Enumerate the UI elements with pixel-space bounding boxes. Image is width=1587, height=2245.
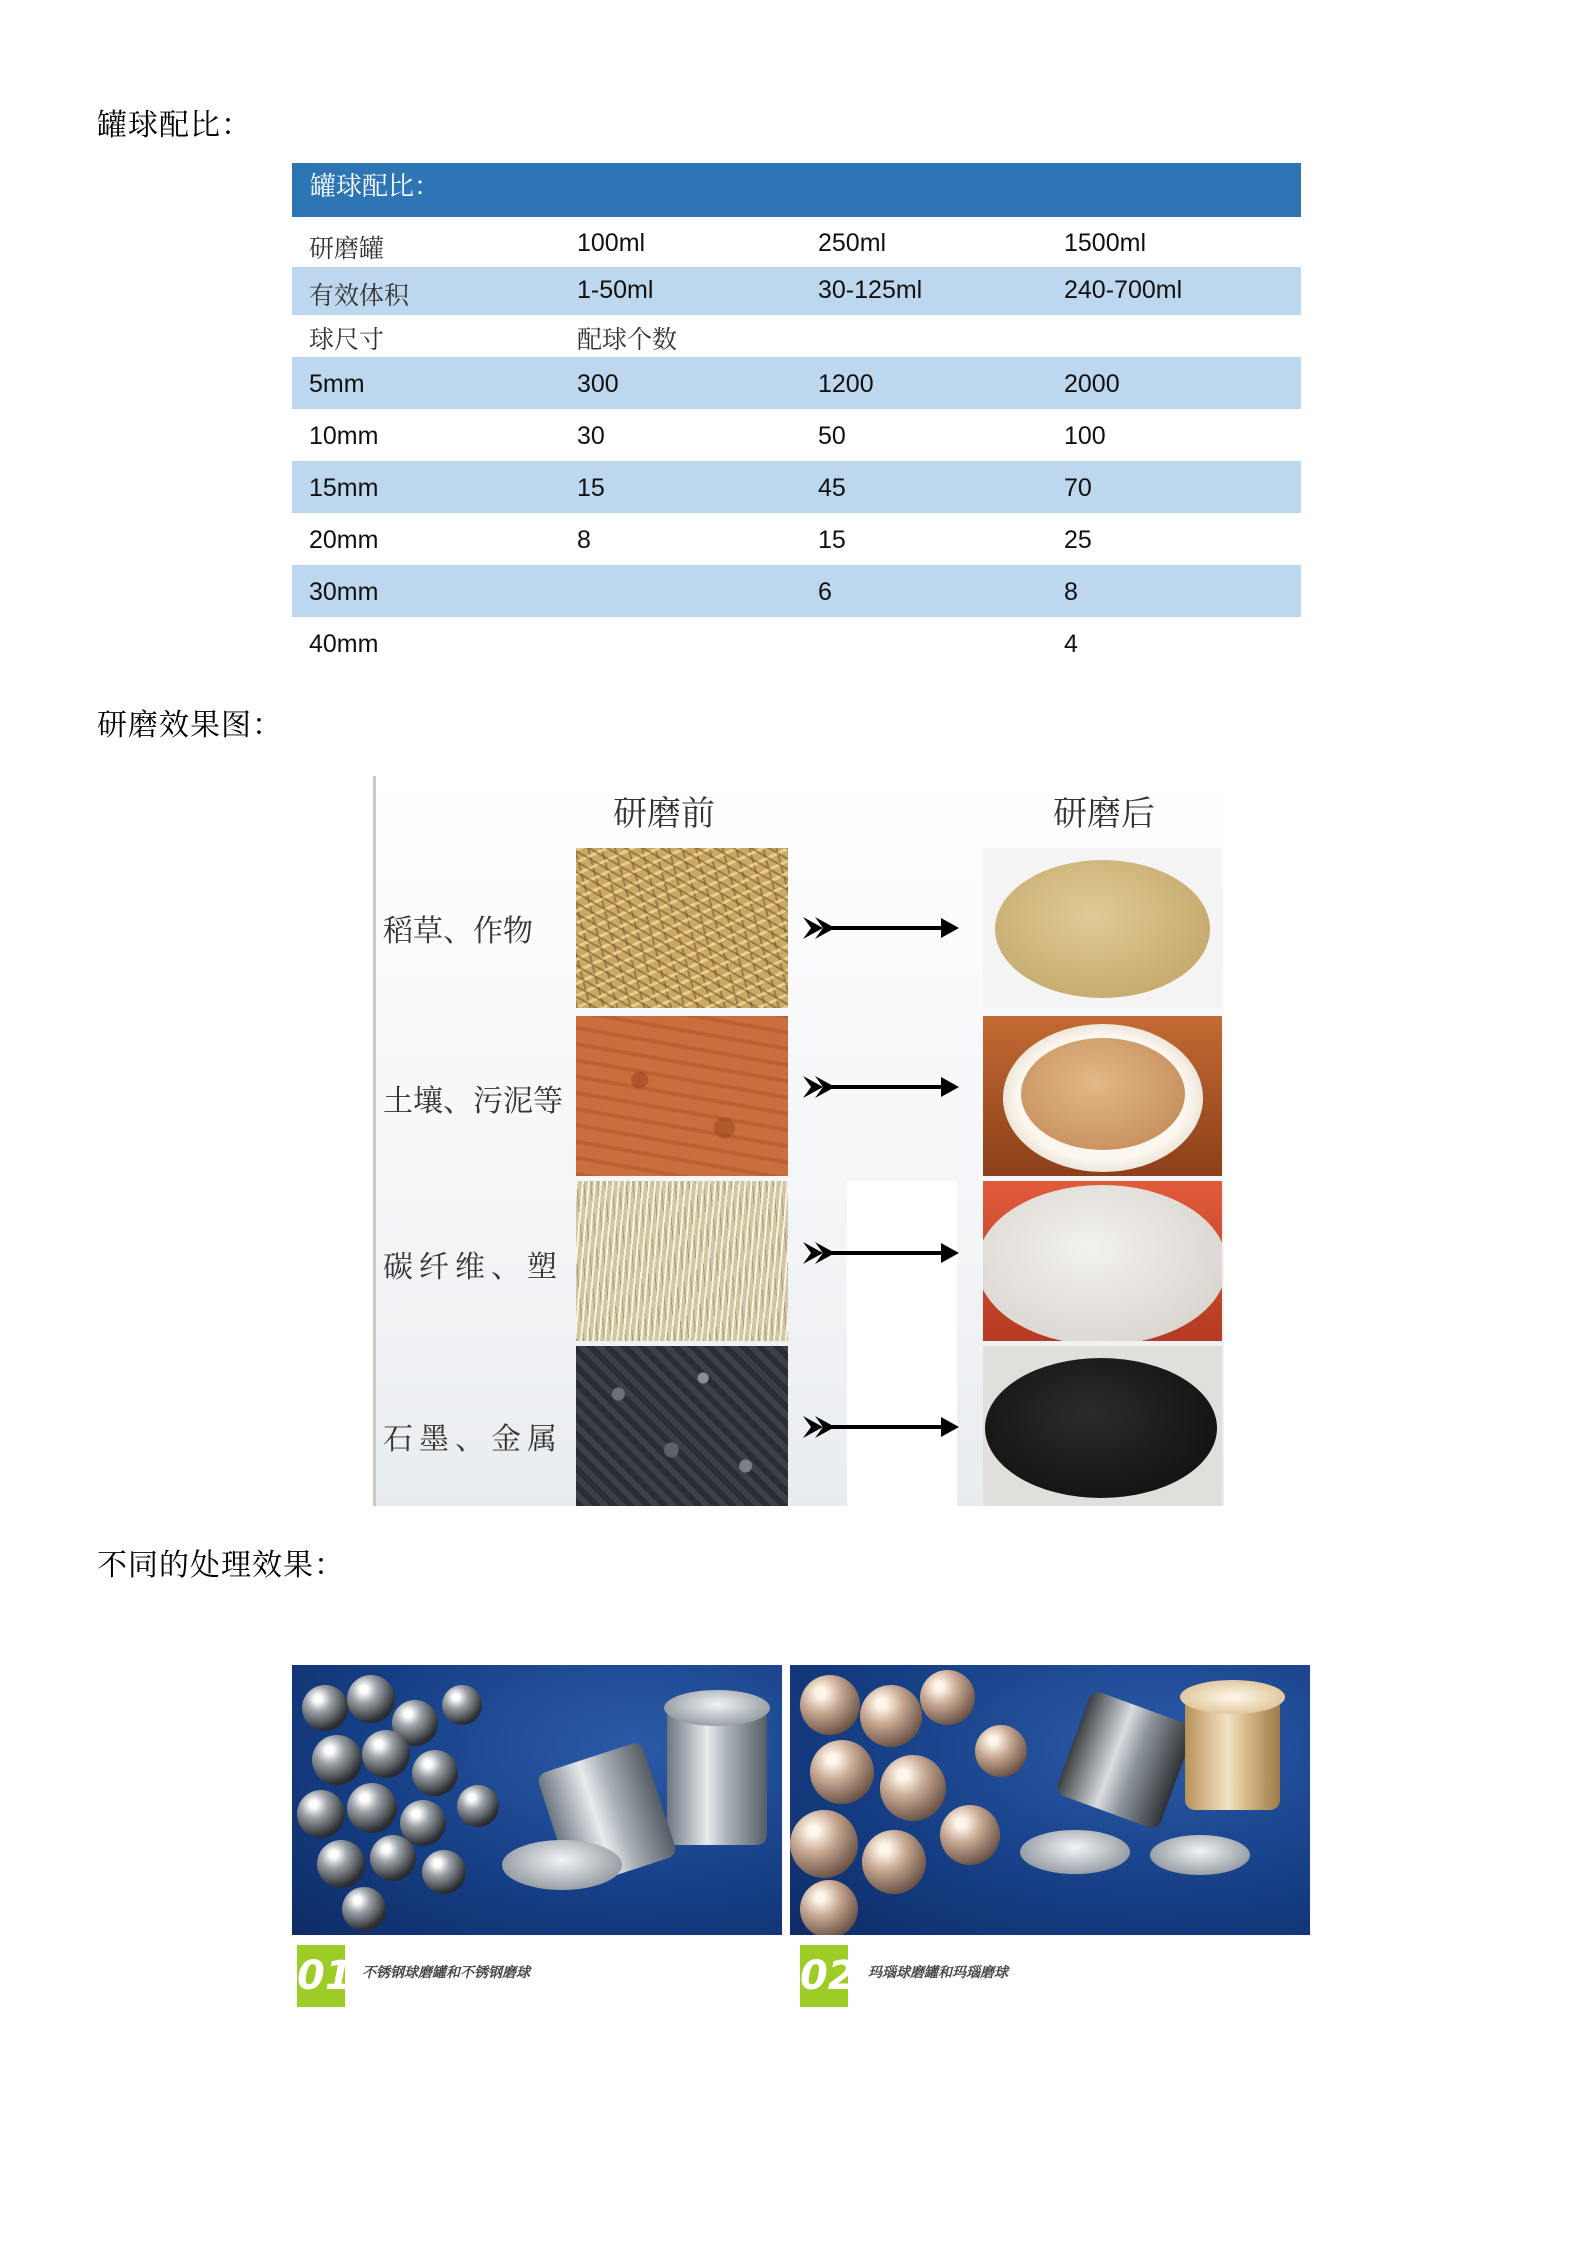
graphite-image (576, 1346, 788, 1506)
table-row (292, 565, 1301, 617)
material-label: 碳纤维、塑 (383, 1250, 563, 1285)
table-cell: 1500ml (1064, 229, 1146, 257)
number-badge-02: 02 (800, 1945, 848, 2007)
soil-powder-bowl-image (983, 1016, 1222, 1176)
table-cell: 25 (1064, 526, 1092, 554)
table-cell: 45 (818, 474, 846, 502)
table-cell: 20mm (309, 526, 379, 554)
tan-powder-image (983, 848, 1222, 1008)
table-cell: 8 (1064, 578, 1078, 606)
ratio-table (292, 163, 1301, 669)
after-title: 研磨后 (1053, 794, 1155, 834)
white-strip (847, 1181, 957, 1506)
table-row (292, 217, 1301, 267)
ratio-heading: 罐球配比： (97, 108, 252, 143)
straw-image (576, 848, 788, 1008)
processing-heading: 不同的处理效果： (97, 1548, 345, 1583)
table-cell: 30 (577, 422, 605, 450)
table-row (292, 409, 1301, 461)
caption-01: 不锈钢球磨罐和不锈钢磨球 (362, 1965, 530, 1981)
material-label: 石墨、金属 (383, 1422, 563, 1457)
fibers-image (576, 1181, 788, 1341)
table-cell: 40mm (309, 630, 379, 658)
table-row (292, 513, 1301, 565)
table-cell: 30mm (309, 578, 379, 606)
white-powder-image (983, 1181, 1222, 1341)
table-cell: 1-50ml (577, 276, 654, 304)
stainless-steel-panel (292, 1665, 782, 1935)
table-cell: 100 (1064, 422, 1106, 450)
table-cell: 50 (818, 422, 846, 450)
before-title: 研磨前 (613, 794, 715, 834)
table-cell: 6 (818, 578, 832, 606)
table-cell: 2000 (1064, 370, 1120, 398)
table-cell: 8 (577, 526, 591, 554)
table-cell: 250ml (818, 229, 887, 257)
table-row (292, 357, 1301, 409)
table-cell: 10mm (309, 422, 379, 450)
number-badge-01: 01 (297, 1945, 345, 2007)
arrow-icon (801, 1412, 961, 1442)
table-cell: 5mm (309, 370, 365, 398)
effect-heading: 研磨效果图： (97, 708, 283, 743)
table-cell: 1200 (818, 370, 874, 398)
table-cell: 研磨罐 (309, 234, 385, 263)
table-cell: 15 (577, 474, 605, 502)
grinding-effect-figure (373, 776, 1224, 1506)
agate-panel (790, 1665, 1310, 1935)
black-powder-image (983, 1346, 1222, 1506)
arrow-icon (801, 913, 961, 943)
table-cell: 球尺寸 (309, 325, 385, 354)
figure-divider (373, 776, 376, 1506)
table-cell: 配球个数 (577, 325, 678, 354)
table-header: 罐球配比： (292, 163, 1301, 217)
table-row (292, 315, 1301, 357)
table-cell: 15mm (309, 474, 379, 502)
table-cell: 300 (577, 370, 619, 398)
table-row (292, 461, 1301, 513)
red-soil-image (576, 1016, 788, 1176)
table-row (292, 617, 1301, 669)
table-row (292, 267, 1301, 315)
table-cell: 有效体积 (309, 281, 410, 310)
arrow-icon (801, 1072, 961, 1102)
caption-02: 玛瑙球磨罐和玛瑙磨球 (868, 1965, 1008, 1981)
material-label: 稻草、作物 (383, 914, 533, 949)
table-cell: 100ml (577, 229, 646, 257)
material-label: 土壤、污泥等 (383, 1084, 563, 1119)
table-cell: 15 (818, 526, 846, 554)
table-cell: 30-125ml (818, 276, 923, 304)
table-cell: 4 (1064, 630, 1078, 658)
table-cell: 240-700ml (1064, 276, 1183, 304)
table-cell: 70 (1064, 474, 1092, 502)
arrow-icon (801, 1238, 961, 1268)
